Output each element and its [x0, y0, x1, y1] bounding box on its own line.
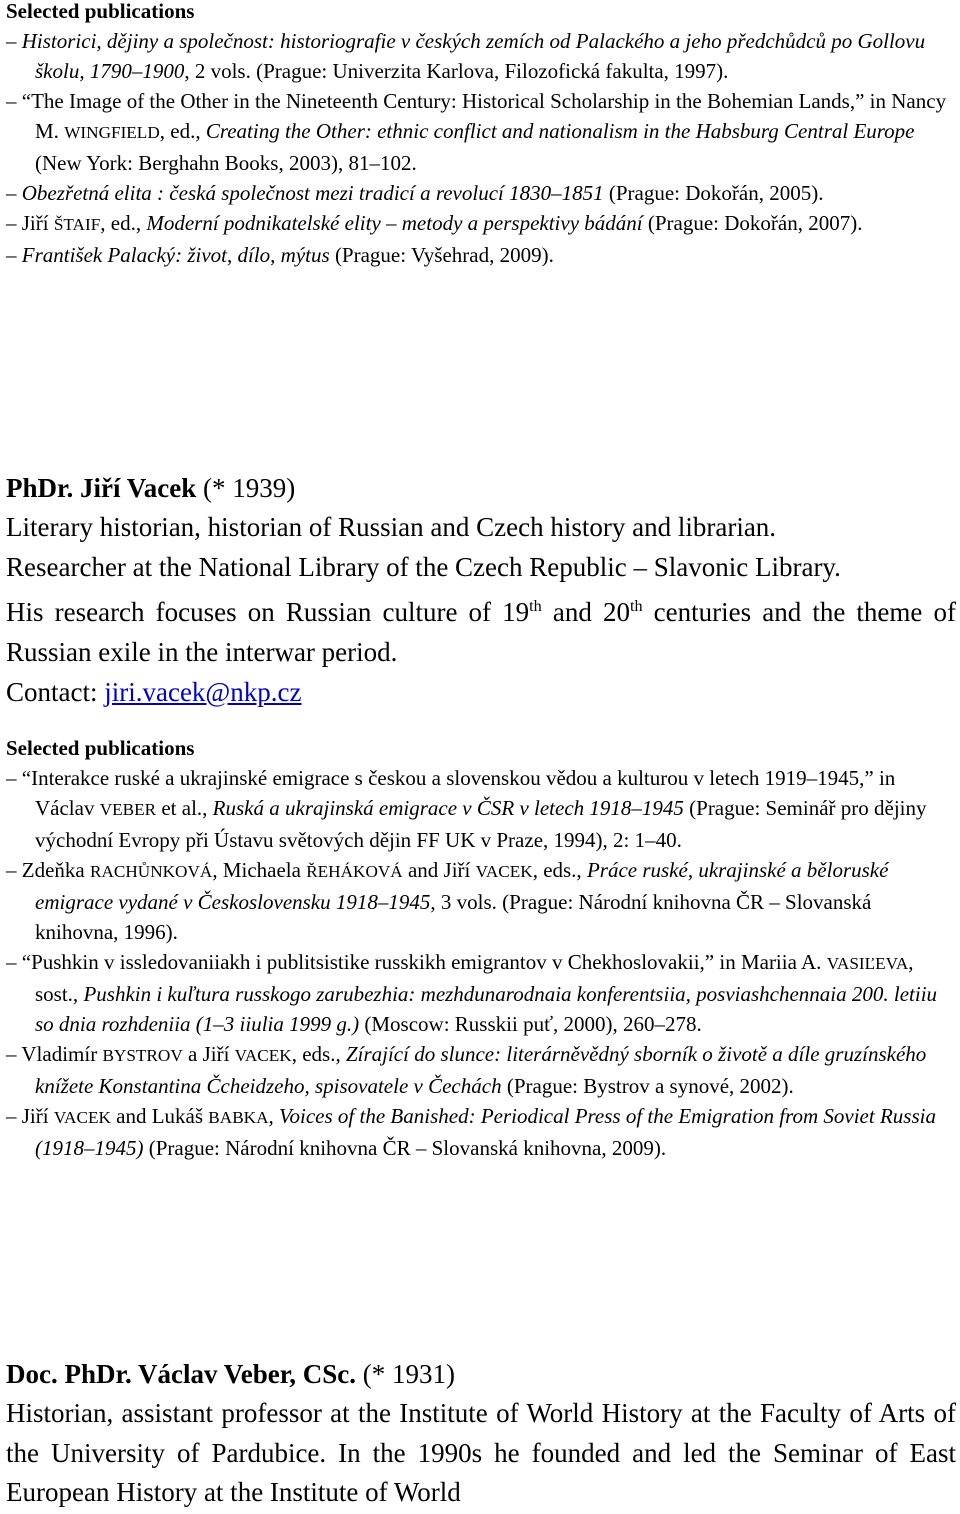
- list-item: – František Palacký: život, dílo, mýtus (Prague: Vyšehrad, 2009).: [6, 243, 554, 267]
- list-item: – “Pushkin v issledovaniiakh i publitsistike russkikh emigrantov v Chekhoslovakii,” in Mariia A. VASIĽEVA, sost., Pushkin i kuľtura russkogo zarubezhia: mezhdunarodnaia konferentsiia, posviashchennaia 200. letiiu so dnia rozhdeniia (1–3 iiulia 1999 g.) (Moscow: Russkii puť, 2000), 260–278.: [6, 950, 938, 1036]
- person-heading: Doc. PhDr. Václav Veber, CSc. (* 1931): [6, 1359, 455, 1389]
- section-heading: Selected publications: [6, 0, 195, 23]
- bio-paragraph: His research focuses on Russian culture of 19th and 20th centuries and the theme of Russian exile in the interwar period.: [6, 597, 957, 667]
- bio-paragraph: Historian, assistant professor at the Institute of World History at the Faculty of Arts of the University of Pardubice. In the 1990s he founded and led the Seminar of East European History at the Institute of World: [6, 1398, 956, 1507]
- list-item: – “The Image of the Other in the Nineteenth Century: Historical Scholarship in the Bohemian Lands,” in Nancy M. WINGFIELD, ed., Creating the Other: ethnic conflict and nationalism in the Habsburg Central Europe (New York: Berghahn Books, 2003), 81–102.: [6, 89, 947, 175]
- person-vacek: [6, 470, 956, 710]
- bio-line: Literary historian, historian of Russian and Czech history and librarian.: [6, 512, 777, 542]
- person-veber: [6, 1356, 956, 1513]
- publications-section-2: [6, 733, 956, 1163]
- list-item: – “Interakce ruské a ukrajinské emigrace s českou a slovenskou vědou a kulturou v letech 1919–1945,” in Václav VEBER et al., Ruská a ukrajinská emigrace v ČSR v letech 1918–1945 (Prague: Seminář pro dějiny východní Evropy při Ústavu světových dějin FF UK v Praze, 1994), 2: 1–40.: [6, 766, 927, 852]
- list-item: – Jiří ŠTAIF, ed., Moderní podnikatelské elity – metody a perspektivy bádání (Prague: Dokořán, 2007).: [6, 211, 863, 235]
- section-heading: Selected publications: [6, 736, 195, 760]
- list-item: – Zdeňka RACHŮNKOVÁ, Michaela ŘEHÁKOVÁ and Jiří VACEK, eds., Práce ruské, ukrajinské a běloruské emigrace vydané v Československu 1918–1945, 3 vols. (Prague: Národní knihovna ČR – Slovanská knihovna, 1996).: [6, 858, 889, 944]
- person-heading: PhDr. Jiří Vacek (* 1939): [6, 473, 296, 503]
- list-item: – Obezřetná elita : česká společnost mezi tradicí a revolucí 1830–1851 (Prague: Dokořán, 2005).: [6, 181, 824, 205]
- publications-section-1: [6, 0, 956, 270]
- contact-line: Contact: jiri.vacek@nkp.cz: [6, 677, 302, 707]
- list-item: – Vladimír BYSTROV a Jiří VACEK, eds., Zírající do slunce: literárněvědný sborník o životě a díle gruzínského knížete Konstantina Čcheidzeho, spisovatele v Čechách (Prague: Bystrov a synové, 2002).: [6, 1042, 927, 1098]
- email-link[interactable]: jiri.vacek@nkp.cz: [104, 677, 302, 707]
- list-item: – Historici, dějiny a společnost: historiografie v českých zemích od Palackého a jeho předchůdců po Gollovu školu, 1790–1900, 2 vols. (Prague: Univerzita Karlova, Filozofická fakulta, 1997).: [6, 29, 926, 83]
- list-item: – Jiří VACEK and Lukáš BABKA, Voices of the Banished: Periodical Press of the Emigration from Soviet Russia (1918–1945) (Prague: Národní knihovna ČR – Slovanská knihovna, 2009).: [6, 1104, 936, 1160]
- bio-line: Researcher at the National Library of the Czech Republic – Slavonic Library.: [6, 551, 841, 582]
